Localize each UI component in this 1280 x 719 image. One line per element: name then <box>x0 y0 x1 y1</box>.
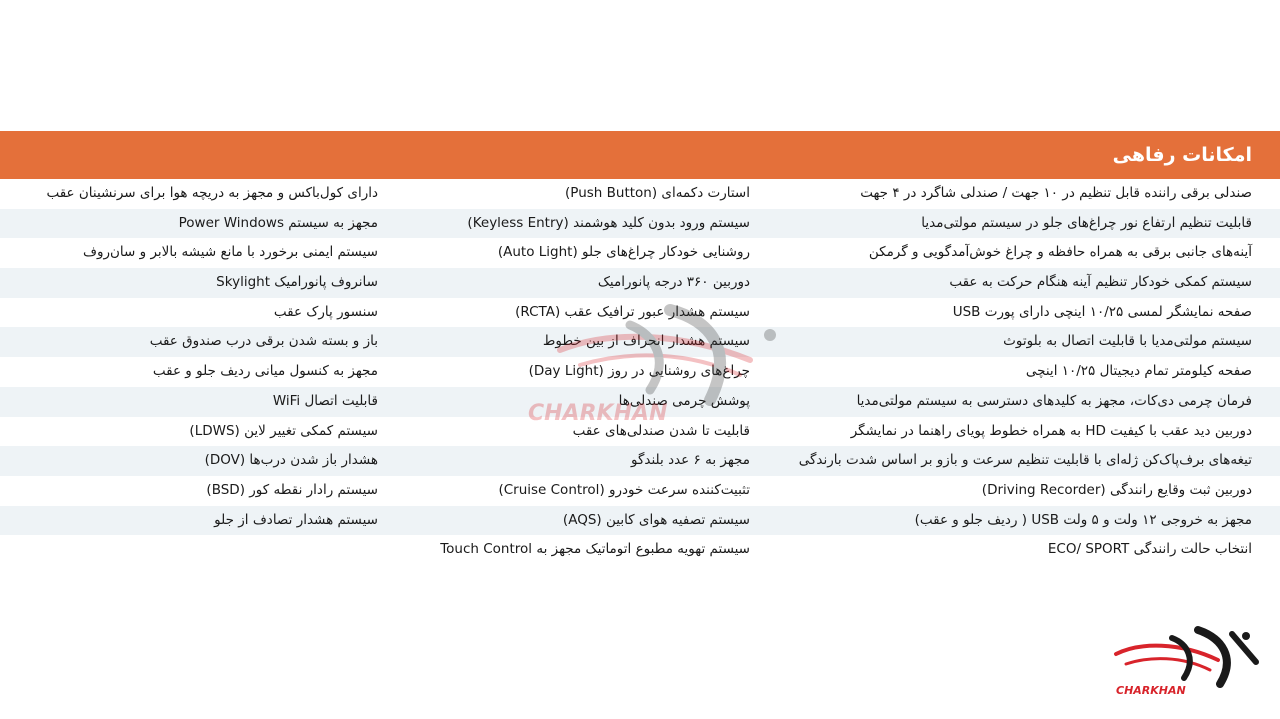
feature-cell: روشنایی خودکار چراغ‌های جلو (Auto Light) <box>497 244 750 261</box>
features-table <box>0 179 1280 565</box>
feature-cell: مجهز به سیستم Power Windows <box>178 214 378 231</box>
table-row <box>0 298 1280 328</box>
feature-cell: سانروف پانورامیک Skylight <box>216 274 378 291</box>
table-row <box>0 387 1280 417</box>
feature-cell: سیستم مولتی‌مدیا با قابلیت اتصال به بلوتوث <box>1003 333 1252 350</box>
feature-cell: سیستم هشدار تصادف از جلو <box>214 511 378 528</box>
logo-text: CHARKHAN <box>1116 684 1186 697</box>
table-row <box>0 327 1280 357</box>
feature-cell: استارت دکمه‌ای (Push Button) <box>565 185 750 201</box>
feature-cell: سیستم هشدار انحراف از بین خطوط <box>542 333 750 350</box>
feature-cell: دوربین دید عقب با کیفیت HD به همراه خطوط پویای راهنما در نمایشگر <box>850 422 1252 439</box>
feature-cell: مجهز به ۶ عدد بلندگو <box>631 452 750 469</box>
table-row <box>0 179 1280 209</box>
feature-cell: هشدار باز شدن درب‌ها (DOV) <box>204 452 378 469</box>
brand-logo <box>1110 624 1265 699</box>
feature-cell: سیستم کمکی تغییر لاین (LDWS) <box>189 422 378 439</box>
feature-cell: قابلیت تنظیم ارتفاع نور چراغ‌های جلو در سیستم مولتی‌مدیا <box>921 214 1252 231</box>
feature-cell: انتخاب حالت رانندگی ECO/ SPORT <box>1047 541 1252 558</box>
feature-cell: آینه‌های جانبی برقی به همراه حافظه و چراغ خوش‌آمدگویی و گرمکن <box>868 244 1252 261</box>
feature-cell: دوربین ثبت وقایع رانندگی (Driving Recorder) <box>981 481 1252 498</box>
feature-cell: سیستم کمکی خودکار تنظیم آینه هنگام حرکت به عقب <box>949 274 1252 291</box>
feature-cell: سیستم تهویه مطبوع اتوماتیک مجهز به Touch Control <box>440 541 750 558</box>
table-row <box>0 417 1280 447</box>
feature-cell: سیستم ایمنی برخورد با مانع شیشه بالابر و سان‌روف <box>82 244 378 261</box>
feature-cell: صفحه نمایشگر لمسی ۱۰/۲۵ اینچی دارای پورت USB <box>952 303 1252 320</box>
feature-cell: سیستم هشدار عبور ترافیک عقب (RCTA) <box>515 303 750 320</box>
feature-cell: صندلی برقی راننده قابل تنظیم در ۱۰ جهت / صندلی شاگرد در ۴ جهت <box>860 185 1252 201</box>
feature-cell: دوربین ۳۶۰ درجه پانورامیک <box>597 274 750 291</box>
feature-cell: صفحه کیلومتر تمام دیجیتال ۱۰/۲۵ اینچی <box>1025 363 1252 380</box>
feature-cell: سیستم ورود بدون کلید هوشمند (Keyless Entry) <box>467 214 750 231</box>
section-title: امکانات رفاهی <box>1112 144 1252 166</box>
table-row <box>0 535 1280 565</box>
section-header <box>0 131 1280 179</box>
feature-cell: باز و بسته شدن برقی درب صندوق عقب <box>149 333 378 350</box>
table-row <box>0 357 1280 387</box>
feature-cell: سیستم رادار نقطه کور (BSD) <box>206 481 378 498</box>
table-row <box>0 209 1280 239</box>
table-row <box>0 238 1280 268</box>
feature-cell: مجهز به خروجی ۱۲ ولت و ۵ ولت USB ( ردیف جلو و عقب) <box>914 511 1252 528</box>
feature-cell: فرمان چرمی دی‌کات، مجهز به کلیدهای دسترسی به سیستم مولتی‌مدیا <box>856 392 1252 409</box>
table-row <box>0 476 1280 506</box>
feature-cell: پوشش چرمی صندلی‌ها <box>618 392 750 409</box>
feature-cell: تثبیت‌کننده سرعت خودرو (Cruise Control) <box>498 481 750 498</box>
feature-cell: تیغه‌های برف‌پاک‌کن ژله‌ای با قابلیت تنظیم سرعت و بازو بر اساس شدت بارندگی <box>798 452 1252 469</box>
table-row <box>0 506 1280 536</box>
feature-cell: سنسور پارک عقب <box>273 303 378 320</box>
feature-cell: چراغ‌های روشنایی در روز (Day Light) <box>528 363 750 380</box>
table-row <box>0 268 1280 298</box>
feature-cell: مجهز به کنسول میانی ردیف جلو و عقب <box>152 363 378 380</box>
table-row <box>0 446 1280 476</box>
feature-cell: سیستم تصفیه هوای کابین (AQS) <box>562 511 750 528</box>
feature-cell: دارای کول‌باکس و مجهز به دریچه هوا برای سرنشینان عقب <box>46 185 378 201</box>
feature-cell: قابلیت تا شدن صندلی‌های عقب <box>572 422 750 439</box>
watermark-text: CHARKHAN <box>528 401 668 426</box>
feature-cell: قابلیت اتصال WiFi <box>272 392 378 409</box>
